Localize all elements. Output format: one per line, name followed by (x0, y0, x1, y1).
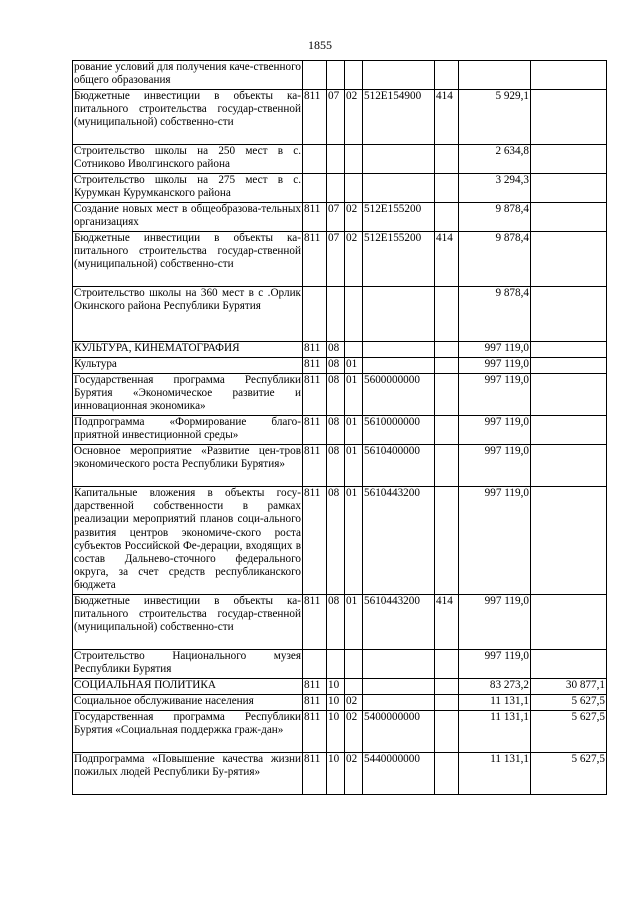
cell-csr: 5610443200 (363, 487, 435, 595)
cell-name: Создание новых мест в общеобразова-тельных организациях (73, 203, 303, 232)
cell-name: Культура (73, 358, 303, 374)
cell-glava: 811 (303, 445, 327, 487)
cell-sum2: 30 877,1 (531, 679, 607, 695)
cell-glava (303, 287, 327, 342)
cell-csr: 512E154900 (363, 90, 435, 145)
table-row (73, 711, 607, 753)
cell-rz: 07 (327, 90, 345, 145)
cell-rz: 08 (327, 487, 345, 595)
cell-vr (435, 416, 459, 445)
cell-sum1: 11 131,1 (459, 711, 531, 753)
cell-pr: 02 (345, 695, 363, 711)
cell-sum2 (531, 145, 607, 174)
cell-rz: 08 (327, 445, 345, 487)
cell-sum1: 9 878,4 (459, 287, 531, 342)
cell-rz: 10 (327, 753, 345, 795)
cell-vr (435, 679, 459, 695)
cell-pr: 01 (345, 416, 363, 445)
cell-pr: 02 (345, 753, 363, 795)
cell-sum1: 11 131,1 (459, 695, 531, 711)
cell-rz: 10 (327, 695, 345, 711)
cell-name: Подпрограмма «Формирование благо-приятной инвестиционной среды» (73, 416, 303, 445)
cell-pr (345, 287, 363, 342)
table-row (73, 232, 607, 287)
cell-sum1: 997 119,0 (459, 650, 531, 679)
cell-sum1: 2 634,8 (459, 145, 531, 174)
cell-sum1: 3 294,3 (459, 174, 531, 203)
cell-sum2 (531, 61, 607, 90)
page-number: 1855 (308, 38, 332, 52)
cell-name: Строительство Национального музея Республики Бурятия (73, 650, 303, 679)
cell-sum2 (531, 487, 607, 595)
cell-pr: 02 (345, 232, 363, 287)
cell-vr (435, 445, 459, 487)
cell-pr: 01 (345, 595, 363, 650)
cell-sum1: 9 878,4 (459, 203, 531, 232)
cell-csr: 512E155200 (363, 232, 435, 287)
table-row (73, 287, 607, 342)
cell-vr (435, 650, 459, 679)
cell-vr (435, 287, 459, 342)
cell-glava (303, 61, 327, 90)
cell-sum1 (459, 61, 531, 90)
cell-rz: 08 (327, 416, 345, 445)
cell-glava: 811 (303, 203, 327, 232)
cell-sum2 (531, 174, 607, 203)
cell-sum1: 997 119,0 (459, 487, 531, 595)
cell-vr (435, 358, 459, 374)
cell-vr (435, 145, 459, 174)
cell-rz: 08 (327, 358, 345, 374)
cell-vr (435, 342, 459, 358)
cell-glava (303, 145, 327, 174)
cell-sum2 (531, 358, 607, 374)
cell-sum1: 997 119,0 (459, 595, 531, 650)
cell-csr: 5440000000 (363, 753, 435, 795)
cell-sum1: 997 119,0 (459, 416, 531, 445)
cell-csr (363, 61, 435, 90)
cell-csr: 5610400000 (363, 445, 435, 487)
cell-csr: 512E155200 (363, 203, 435, 232)
cell-sum1: 11 131,1 (459, 753, 531, 795)
cell-vr: 414 (435, 232, 459, 287)
cell-csr: 5600000000 (363, 374, 435, 416)
cell-csr (363, 650, 435, 679)
cell-pr: 01 (345, 358, 363, 374)
cell-name: Капитальные вложения в объекты госу-дарственной собственности в рамках реализации мероприятий планов соци-ального развития центров экономиче-ского роста субъектов Российской Фе-дерации, входящих в состав Дальнево-сточного федерального округа, за счет средств республиканского бюджета (73, 487, 303, 595)
cell-rz (327, 145, 345, 174)
cell-rz: 10 (327, 679, 345, 695)
cell-rz (327, 61, 345, 90)
cell-sum2 (531, 232, 607, 287)
cell-vr (435, 753, 459, 795)
cell-pr: 02 (345, 711, 363, 753)
cell-vr (435, 174, 459, 203)
cell-name: Бюджетные инвестиции в объекты ка-питального строительства государ-ственной (муниципальной) собственно-сти (73, 232, 303, 287)
cell-pr (345, 61, 363, 90)
cell-rz: 10 (327, 711, 345, 753)
cell-glava: 811 (303, 374, 327, 416)
cell-name: Бюджетные инвестиции в объекты ка-питального строительства государ-ственной (муниципальной) собственно-сти (73, 595, 303, 650)
cell-glava: 811 (303, 711, 327, 753)
cell-sum1: 997 119,0 (459, 445, 531, 487)
cell-rz (327, 287, 345, 342)
cell-sum2: 5 627,5 (531, 711, 607, 753)
cell-sum1: 9 878,4 (459, 232, 531, 287)
cell-sum2 (531, 203, 607, 232)
cell-glava (303, 174, 327, 203)
cell-pr (345, 679, 363, 695)
cell-rz: 07 (327, 232, 345, 287)
table-row (73, 61, 607, 90)
cell-glava: 811 (303, 90, 327, 145)
cell-sum2 (531, 90, 607, 145)
cell-sum1: 997 119,0 (459, 358, 531, 374)
budget-table (72, 60, 607, 795)
cell-pr (345, 145, 363, 174)
cell-name: Подпрограмма «Повышение качества жизни пожилых людей Республики Бу-рятия» (73, 753, 303, 795)
table-row (73, 342, 607, 358)
cell-vr (435, 203, 459, 232)
cell-vr: 414 (435, 90, 459, 145)
cell-vr (435, 711, 459, 753)
cell-pr: 02 (345, 203, 363, 232)
cell-rz: 08 (327, 595, 345, 650)
cell-sum2: 5 627,5 (531, 753, 607, 795)
cell-pr (345, 650, 363, 679)
table-row (73, 695, 607, 711)
table-body (73, 61, 607, 795)
cell-name: Социальное обслуживание населения (73, 695, 303, 711)
cell-glava: 811 (303, 679, 327, 695)
cell-csr: 5610000000 (363, 416, 435, 445)
cell-vr (435, 695, 459, 711)
cell-name: КУЛЬТУРА, КИНЕМАТОГРАФИЯ (73, 342, 303, 358)
cell-glava: 811 (303, 695, 327, 711)
cell-name: Государственная программа Республики Бурятия «Социальная поддержка граж-дан» (73, 711, 303, 753)
cell-name: Государственная программа Республики Бурятия «Экономическое развитие и инновационная экономика» (73, 374, 303, 416)
table-row (73, 650, 607, 679)
cell-glava: 811 (303, 358, 327, 374)
cell-vr (435, 61, 459, 90)
cell-glava: 811 (303, 232, 327, 287)
cell-pr: 01 (345, 445, 363, 487)
table-row (73, 679, 607, 695)
cell-pr: 01 (345, 374, 363, 416)
cell-rz: 07 (327, 203, 345, 232)
cell-csr (363, 695, 435, 711)
table-row (73, 374, 607, 416)
table-row (73, 753, 607, 795)
table-row (73, 203, 607, 232)
cell-name: Строительство школы на 360 мест в с .Орлик Окинского района Республики Бурятия (73, 287, 303, 342)
cell-csr (363, 287, 435, 342)
cell-pr: 01 (345, 487, 363, 595)
cell-sum2 (531, 416, 607, 445)
cell-rz: 08 (327, 374, 345, 416)
cell-glava: 811 (303, 342, 327, 358)
cell-csr (363, 342, 435, 358)
cell-glava: 811 (303, 595, 327, 650)
cell-name: Бюджетные инвестиции в объекты ка-питального строительства государ-ственной (муниципальной) собственно-сти (73, 90, 303, 145)
cell-name: Строительство школы на 250 мест в с. Сотниково Иволгинского района (73, 145, 303, 174)
cell-sum2 (531, 650, 607, 679)
cell-sum2 (531, 374, 607, 416)
table-row (73, 487, 607, 595)
cell-sum1: 997 119,0 (459, 342, 531, 358)
cell-vr (435, 487, 459, 595)
cell-csr: 5610443200 (363, 595, 435, 650)
cell-pr (345, 342, 363, 358)
cell-sum2 (531, 595, 607, 650)
cell-sum1: 997 119,0 (459, 374, 531, 416)
cell-sum2 (531, 445, 607, 487)
cell-pr (345, 174, 363, 203)
cell-rz (327, 174, 345, 203)
table-row (73, 174, 607, 203)
cell-sum2 (531, 342, 607, 358)
cell-name: Основное мероприятие «Развитие цен-тров экономического роста Республики Бурятия» (73, 445, 303, 487)
cell-vr: 414 (435, 595, 459, 650)
cell-vr (435, 374, 459, 416)
cell-sum1: 5 929,1 (459, 90, 531, 145)
table-row (73, 416, 607, 445)
cell-sum2 (531, 287, 607, 342)
cell-csr (363, 358, 435, 374)
cell-csr (363, 679, 435, 695)
cell-glava (303, 650, 327, 679)
table-row (73, 145, 607, 174)
cell-name: Строительство школы на 275 мест в с. Курумкан Курумканского района (73, 174, 303, 203)
table-row (73, 358, 607, 374)
cell-sum1: 83 273,2 (459, 679, 531, 695)
cell-sum2: 5 627,5 (531, 695, 607, 711)
table-row (73, 90, 607, 145)
cell-csr (363, 145, 435, 174)
cell-glava: 811 (303, 753, 327, 795)
cell-rz (327, 650, 345, 679)
table-row (73, 595, 607, 650)
table-row (73, 445, 607, 487)
cell-csr: 5400000000 (363, 711, 435, 753)
cell-name: рование условий для получения каче-ственного общего образования (73, 61, 303, 90)
cell-rz: 08 (327, 342, 345, 358)
cell-csr (363, 174, 435, 203)
cell-glava: 811 (303, 487, 327, 595)
cell-name: СОЦИАЛЬНАЯ ПОЛИТИКА (73, 679, 303, 695)
cell-pr: 02 (345, 90, 363, 145)
cell-glava: 811 (303, 416, 327, 445)
